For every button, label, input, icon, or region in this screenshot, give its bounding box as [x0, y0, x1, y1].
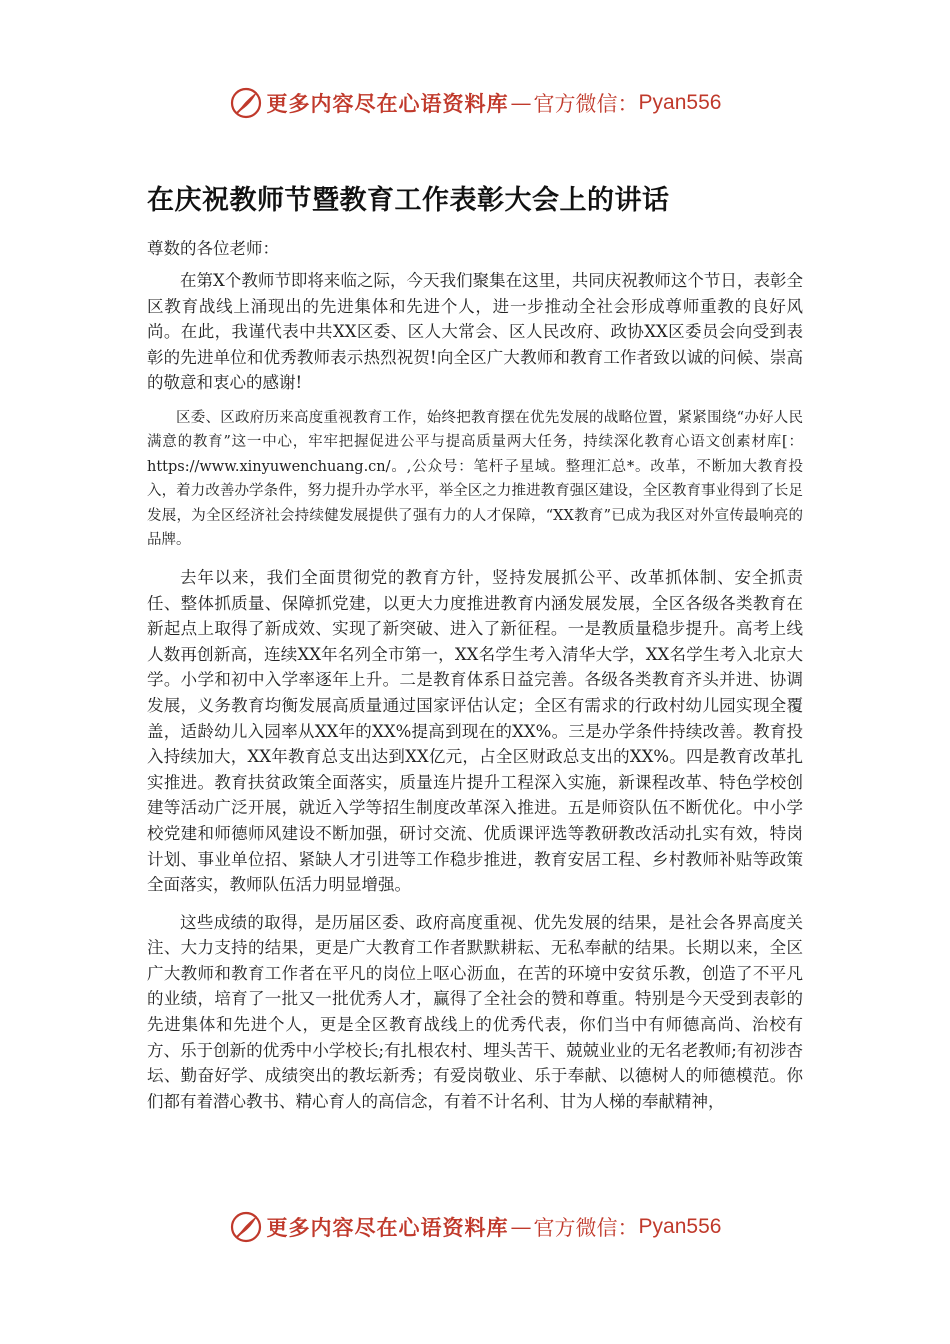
wechat-id: Pyan556	[638, 91, 722, 114]
brand-text: 更多内容尽在心语资料库	[266, 1215, 509, 1240]
paragraph: 这些成绩的取得，是历届区委、政府高度重视、优先发展的结果，是社会各界高度关注、大力支持的结果，更是广大教育工作者默默耕耘、无私奉献的结果。长期以来，全区广大教师和教育工作者在平凡的岗位上呕心沥血，在苦的环境中安贫乐教，创造了不平凡的业绩，培育了一批又一批优秀人才，赢得了全社会的赞和尊重。特别是今天受到表彰的先进集体和先进个人，更是全区教育战线上的优秀代表，你们当中有师德高尚、治校有方、乐于创新的优秀中小学校长;有扎根农村、埋头苦干、兢兢业业的无名老教师;有初涉杏坛、勤奋好学、成绩突出的教坛新秀；有爱岗敬业、乐于奉献、以德树人的师德模范。你们都有着潜心教书、精心育人的高信念，有着不计名利、甘为人梯的奉献精神，	[147, 912, 803, 1111]
greeting: 尊数的各位老师：	[147, 239, 279, 258]
header-watermark-banner	[0, 86, 950, 120]
brand-text: 更多内容尽在心语资料库	[266, 91, 509, 116]
banner-dash: —	[510, 91, 532, 115]
quill-logo-icon	[229, 86, 263, 120]
paragraph: 去年以来，我们全面贯彻党的教育方针，竖持发展抓公平、改革抓体制、安全抓责任、整体抓质量、保障抓党建，以更大力度推进教育内涵发展发展，全区各级各类教育在新起点上取得了新成效、实现了新突破、进入了新征程。一是教质量稳步提升。高考上线人数再创新高，连续XX年名列全市第一，XX名学生考入清华大学，XX名学生考入北京大学。小学和初中入学率逐年上升。二是教育体系日益完善。各级各类教育齐头并进、协调发展，义务教育均衡发展高质量通过国家评估认定；全区有需求的行政村幼儿园实现全覆盖，适龄幼儿入园率从XX年的XX%提高到现在的XX%。三是办学条件持续改善。教育投入持续加大，XX年教育总支出达到XX亿元，占全区财政总支出的XX%。四是教育改革扎实推进。教育扶贫政策全面落实，质量连片提升工程深入实施，新课程改革、特色学校创建等活动广泛开展，就近入学等招生制度改革深入推进。五是师资队伍不断优化。中小学校党建和师德师风建设不断加强，研讨交流、优质课评选等教研教改活动扎实有效，特岗计划、事业单位招、紧缺人才引进等工作稳步推进，教育安居工程、乡村教师补贴等政策全面落实，教师队伍活力明显增强。	[147, 567, 803, 895]
footer-watermark-banner	[0, 1210, 950, 1244]
paragraph: 区委、区政府历来高度重视教育工作，始终把教育摆在优先发展的战略位置，紧紧围绕“办好人民满意的教育”这一中心，牢牢把握促进公平与提高质量两大任务，持续深化教育心语文创素材库[：https://www.xinyuwenchuang.cn/。,公众号：笔杆子星域。整理汇总*。改革，不断加大教育投入，着力改善办学条件，努力提升办学水平，举全区之力推进教育强区建设，全区教育事业得到了长足发展，为全区经济社会持续健发展提供了强有力的人才保障，“XX教育”已成为我区对外宣传最响亮的品牌。	[147, 409, 803, 549]
document-title: 在庆祝教师节暨教育工作表彰大会上的讲话	[147, 185, 670, 215]
wechat-label: 官方微信：	[533, 1216, 639, 1240]
document-body	[147, 236, 803, 1114]
wechat-id: Pyan556	[638, 1215, 722, 1238]
banner-dash: —	[510, 1215, 532, 1239]
wechat-label: 官方微信：	[533, 92, 639, 116]
paragraph: 在第X个教师节即将来临之际，今天我们聚集在这里，共同庆祝教师这个节日，表彰全区教育战线上涌现出的先进集体和先进个人，进一步推动全社会形成尊师重教的良好风尚。在此，我谨代表中共XX区委、区人大常会、区人民改府、政协XX区委员会向受到表彰的先进单位和优秀教师表示热烈祝贺!向全区广大教师和教育工作者致以诚的问候、崇高的敬意和衷心的感谢!	[147, 271, 803, 393]
quill-logo-icon	[229, 1210, 263, 1244]
